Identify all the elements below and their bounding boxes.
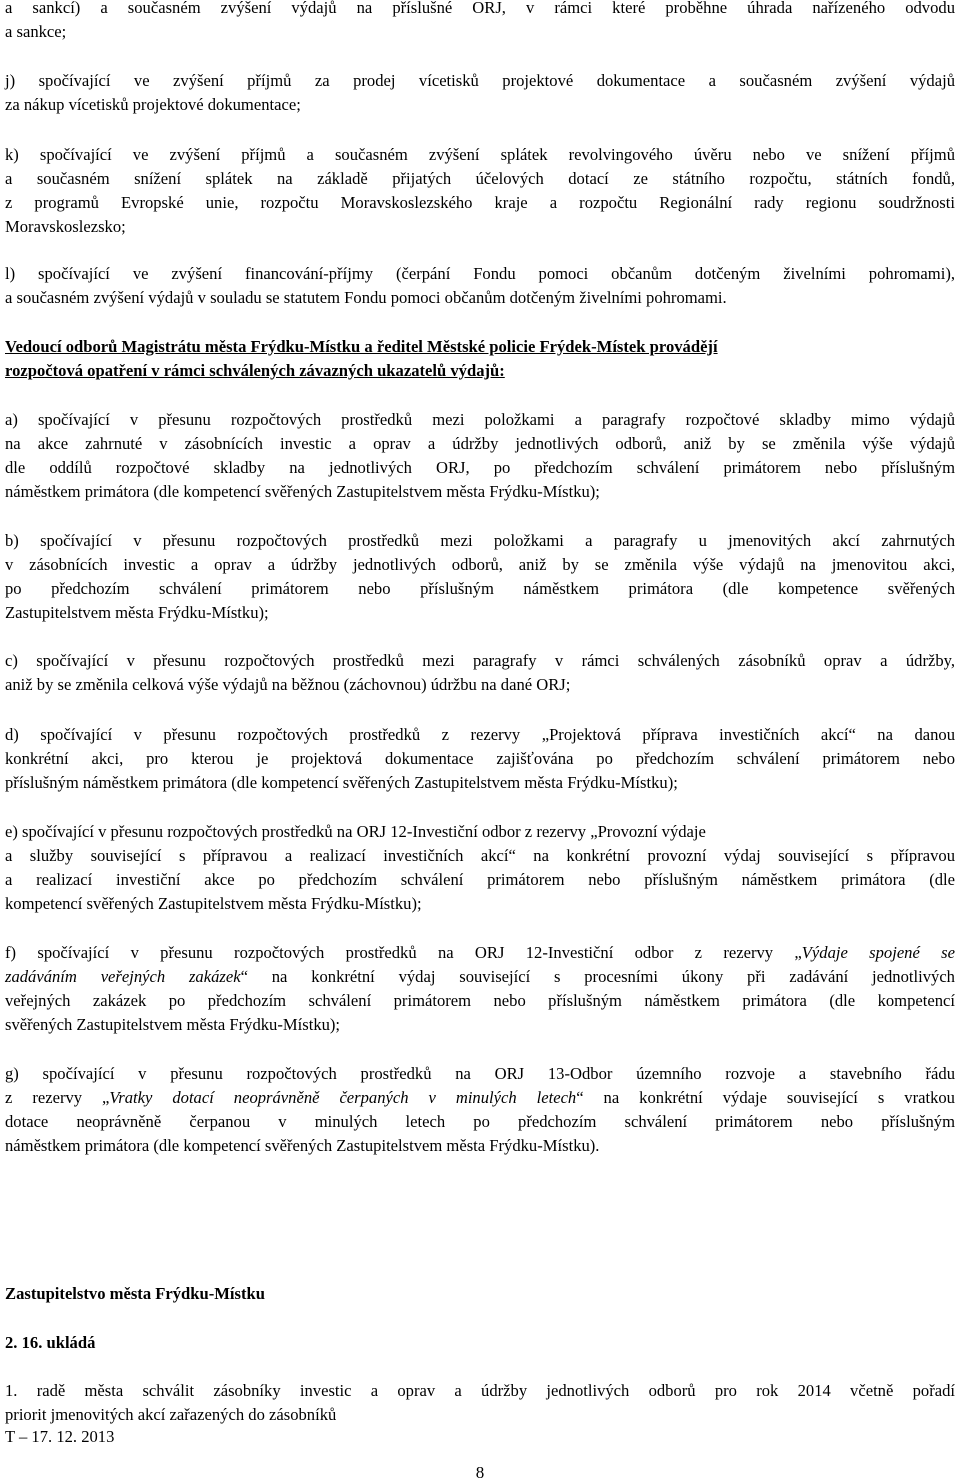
text-line: b) spočívající v přesunu rozpočtových prostředků mezi položkami a paragrafy u jmenovitých akcí zahrnutých	[5, 531, 955, 550]
text-line: po předchozím schválení primátorem nebo příslušným náměstkem primátora (dle kompetence svěřených	[5, 579, 955, 598]
page-number: 8	[475, 1463, 485, 1482]
text-line: a současném zvýšení výdajů v souladu se statutem Fondu pomoci občanům dotčeným živelními pohromami.	[5, 288, 727, 307]
text-line: c) spočívající v přesunu rozpočtových prostředků mezi paragrafy v rámci schválených zásobníků oprav a údržby,	[5, 651, 955, 670]
text-line: dotace neoprávněně čerpanou v minulých letech po předchozím schválení primátorem nebo příslušným	[5, 1112, 955, 1131]
text-line: na akce zahrnuté v zásobnících investic a oprav a údržby jednotlivých odborů, aniž by se změnila výše výdajů	[5, 434, 955, 453]
text-line: aniž by se změnila celková výše výdajů na běžnou (záchovnou) údržbu na dané ORJ;	[5, 675, 571, 694]
text-line: náměstkem primátora (dle kompetencí svěřených Zastupitelstvem města Frýdku-Místku).	[5, 1136, 600, 1155]
text-line: a) spočívající v přesunu rozpočtových prostředků mezi položkami a paragrafy rozpočtové skladby mimo výdajů	[5, 410, 955, 429]
text-line	[5, 965, 955, 989]
text-line: 1. radě města schválit zásobníky investic a oprav a údržby jednotlivých odborů pro rok 2014 včetně pořadí	[5, 1381, 955, 1400]
text-line: e) spočívající v přesunu rozpočtových prostředků na ORJ 12-Investiční odbor z rezervy „Provozní výdaje	[5, 822, 706, 841]
text-line: a sankcí) a současném zvýšení výdajů na příslušné ORJ, v rámci které proběhne úhrada nařízeného odvodu	[5, 0, 955, 17]
heading-line: rozpočtová opatření v rámci schválených závazných ukazatelů výdajů:	[5, 361, 505, 380]
italic-text: zadáváním veřejných zakázek	[5, 967, 241, 986]
text-line: dle oddílů rozpočtové skladby na jednotlivých ORJ, po předchozím schválení primátorem nebo příslušným	[5, 458, 955, 477]
text-line: svěřených Zastupitelstvem města Frýdku-Místku);	[5, 1015, 341, 1034]
paragraph-d	[5, 723, 955, 795]
text-line: příslušným náměstkem primátora (dle kompetencí svěřených Zastupitelstvem města Frýdku-Místku);	[5, 773, 678, 792]
italic-text: Vratky dotací neoprávněně čerpaných v minulých letech	[109, 1088, 577, 1107]
text-line: a služby související s přípravou a realizací investičních akcí“ na konkrétní provozní výdaj související s přípravou	[5, 846, 955, 865]
paragraph-e	[5, 820, 955, 916]
heading-line: Zastupitelstvo města Frýdku-Místku	[5, 1284, 265, 1303]
text-line: a sankce;	[5, 22, 67, 41]
heading-line: Vedoucí odborů Magistrátu města Frýdku-Místku a ředitel Městské policie Frýdek-Místek provádějí	[5, 337, 718, 356]
paragraph-l	[5, 262, 955, 310]
text-line: Moravskoslezsko;	[5, 217, 126, 236]
resolution-item-1	[5, 1379, 955, 1447]
paragraph-c	[5, 649, 955, 697]
text-line: k) spočívající ve zvýšení příjmů a současném zvýšení splátek revolvingového úvěru nebo ve snížení příjmů	[5, 145, 955, 164]
paragraph-b	[5, 529, 955, 625]
text-line: l) spočívající ve zvýšení financování-příjmy (čerpání Fondu pomoci občanům dotčeným živelními pohromami),	[5, 264, 955, 283]
text-line: náměstkem primátora (dle kompetencí svěřených Zastupitelstvem města Frýdku-Místku);	[5, 482, 600, 501]
text-line: v zásobnících investic a oprav a údržby jednotlivých odborů, aniž by se změnila výše výdajů na jmenovitou akci,	[5, 555, 955, 574]
section-heading	[5, 335, 955, 383]
paragraph-k	[5, 143, 955, 239]
text-line: g) spočívající v přesunu rozpočtových prostředků na ORJ 13-Odbor územního rozvoje a stavebního řádu	[5, 1064, 955, 1083]
text-line	[5, 941, 955, 965]
italic-text: Výdaje spojené se	[801, 943, 955, 962]
text-line: konkrétní akci, pro kterou je projektová dokumentace zajišťována po předchozím schválení primátorem nebo	[5, 749, 955, 768]
text-line: j) spočívající ve zvýšení příjmů za prodej vícetisků projektové dokumentace a současném zvýšení výdajů	[5, 71, 955, 90]
heading-line: 2. 16. ukládá	[5, 1333, 96, 1352]
text-line: priorit jmenovitých akcí zařazených do zásobníků	[5, 1405, 337, 1424]
text-line	[5, 1086, 955, 1110]
paragraph-a	[5, 408, 955, 504]
line-text: f) spočívající v přesunu rozpočtových prostředků na ORJ 12-Investiční odbor z rezervy „	[5, 943, 802, 962]
paragraph-f	[5, 941, 955, 1037]
line-text: “ na konkrétní výdaje související s vratkou	[576, 1088, 955, 1107]
text-line: Zastupitelstvem města Frýdku-Místku);	[5, 603, 269, 622]
text-line: za nákup vícetisků projektové dokumentace;	[5, 95, 301, 114]
deadline-line: T – 17. 12. 2013	[5, 1427, 115, 1446]
resolution-number	[5, 1331, 955, 1355]
line-text: z rezervy „	[5, 1088, 110, 1107]
text-line: kompetencí svěřených Zastupitelstvem města Frýdku-Místku);	[5, 894, 422, 913]
line-text: “ na konkrétní výdaj související s procesními úkony při zadávání jednotlivých	[240, 967, 955, 986]
council-heading	[5, 1282, 955, 1306]
paragraph-g	[5, 1062, 955, 1158]
text-line: z programů Evropské unie, rozpočtu Moravskoslezského kraje a rozpočtu Regionální rady regionu soudržnosti	[5, 193, 955, 212]
paragraph-j	[5, 69, 955, 117]
text-line: a současném snížení splátek na základě přijatých účelových dotací ze státního rozpočtu, státních fondů,	[5, 169, 955, 188]
text-line: veřejných zakázek po předchozím schválení primátorem nebo příslušným náměstkem primátora (dle kompetencí	[5, 991, 955, 1010]
text-line: d) spočívající v přesunu rozpočtových prostředků z rezervy „Projektová příprava investičních akcí“ na danou	[5, 725, 955, 744]
paragraph-i-continuation	[5, 0, 955, 44]
text-line: a realizací investiční akce po předchozím schválení primátorem nebo příslušným náměstkem primátora (dle	[5, 870, 955, 889]
